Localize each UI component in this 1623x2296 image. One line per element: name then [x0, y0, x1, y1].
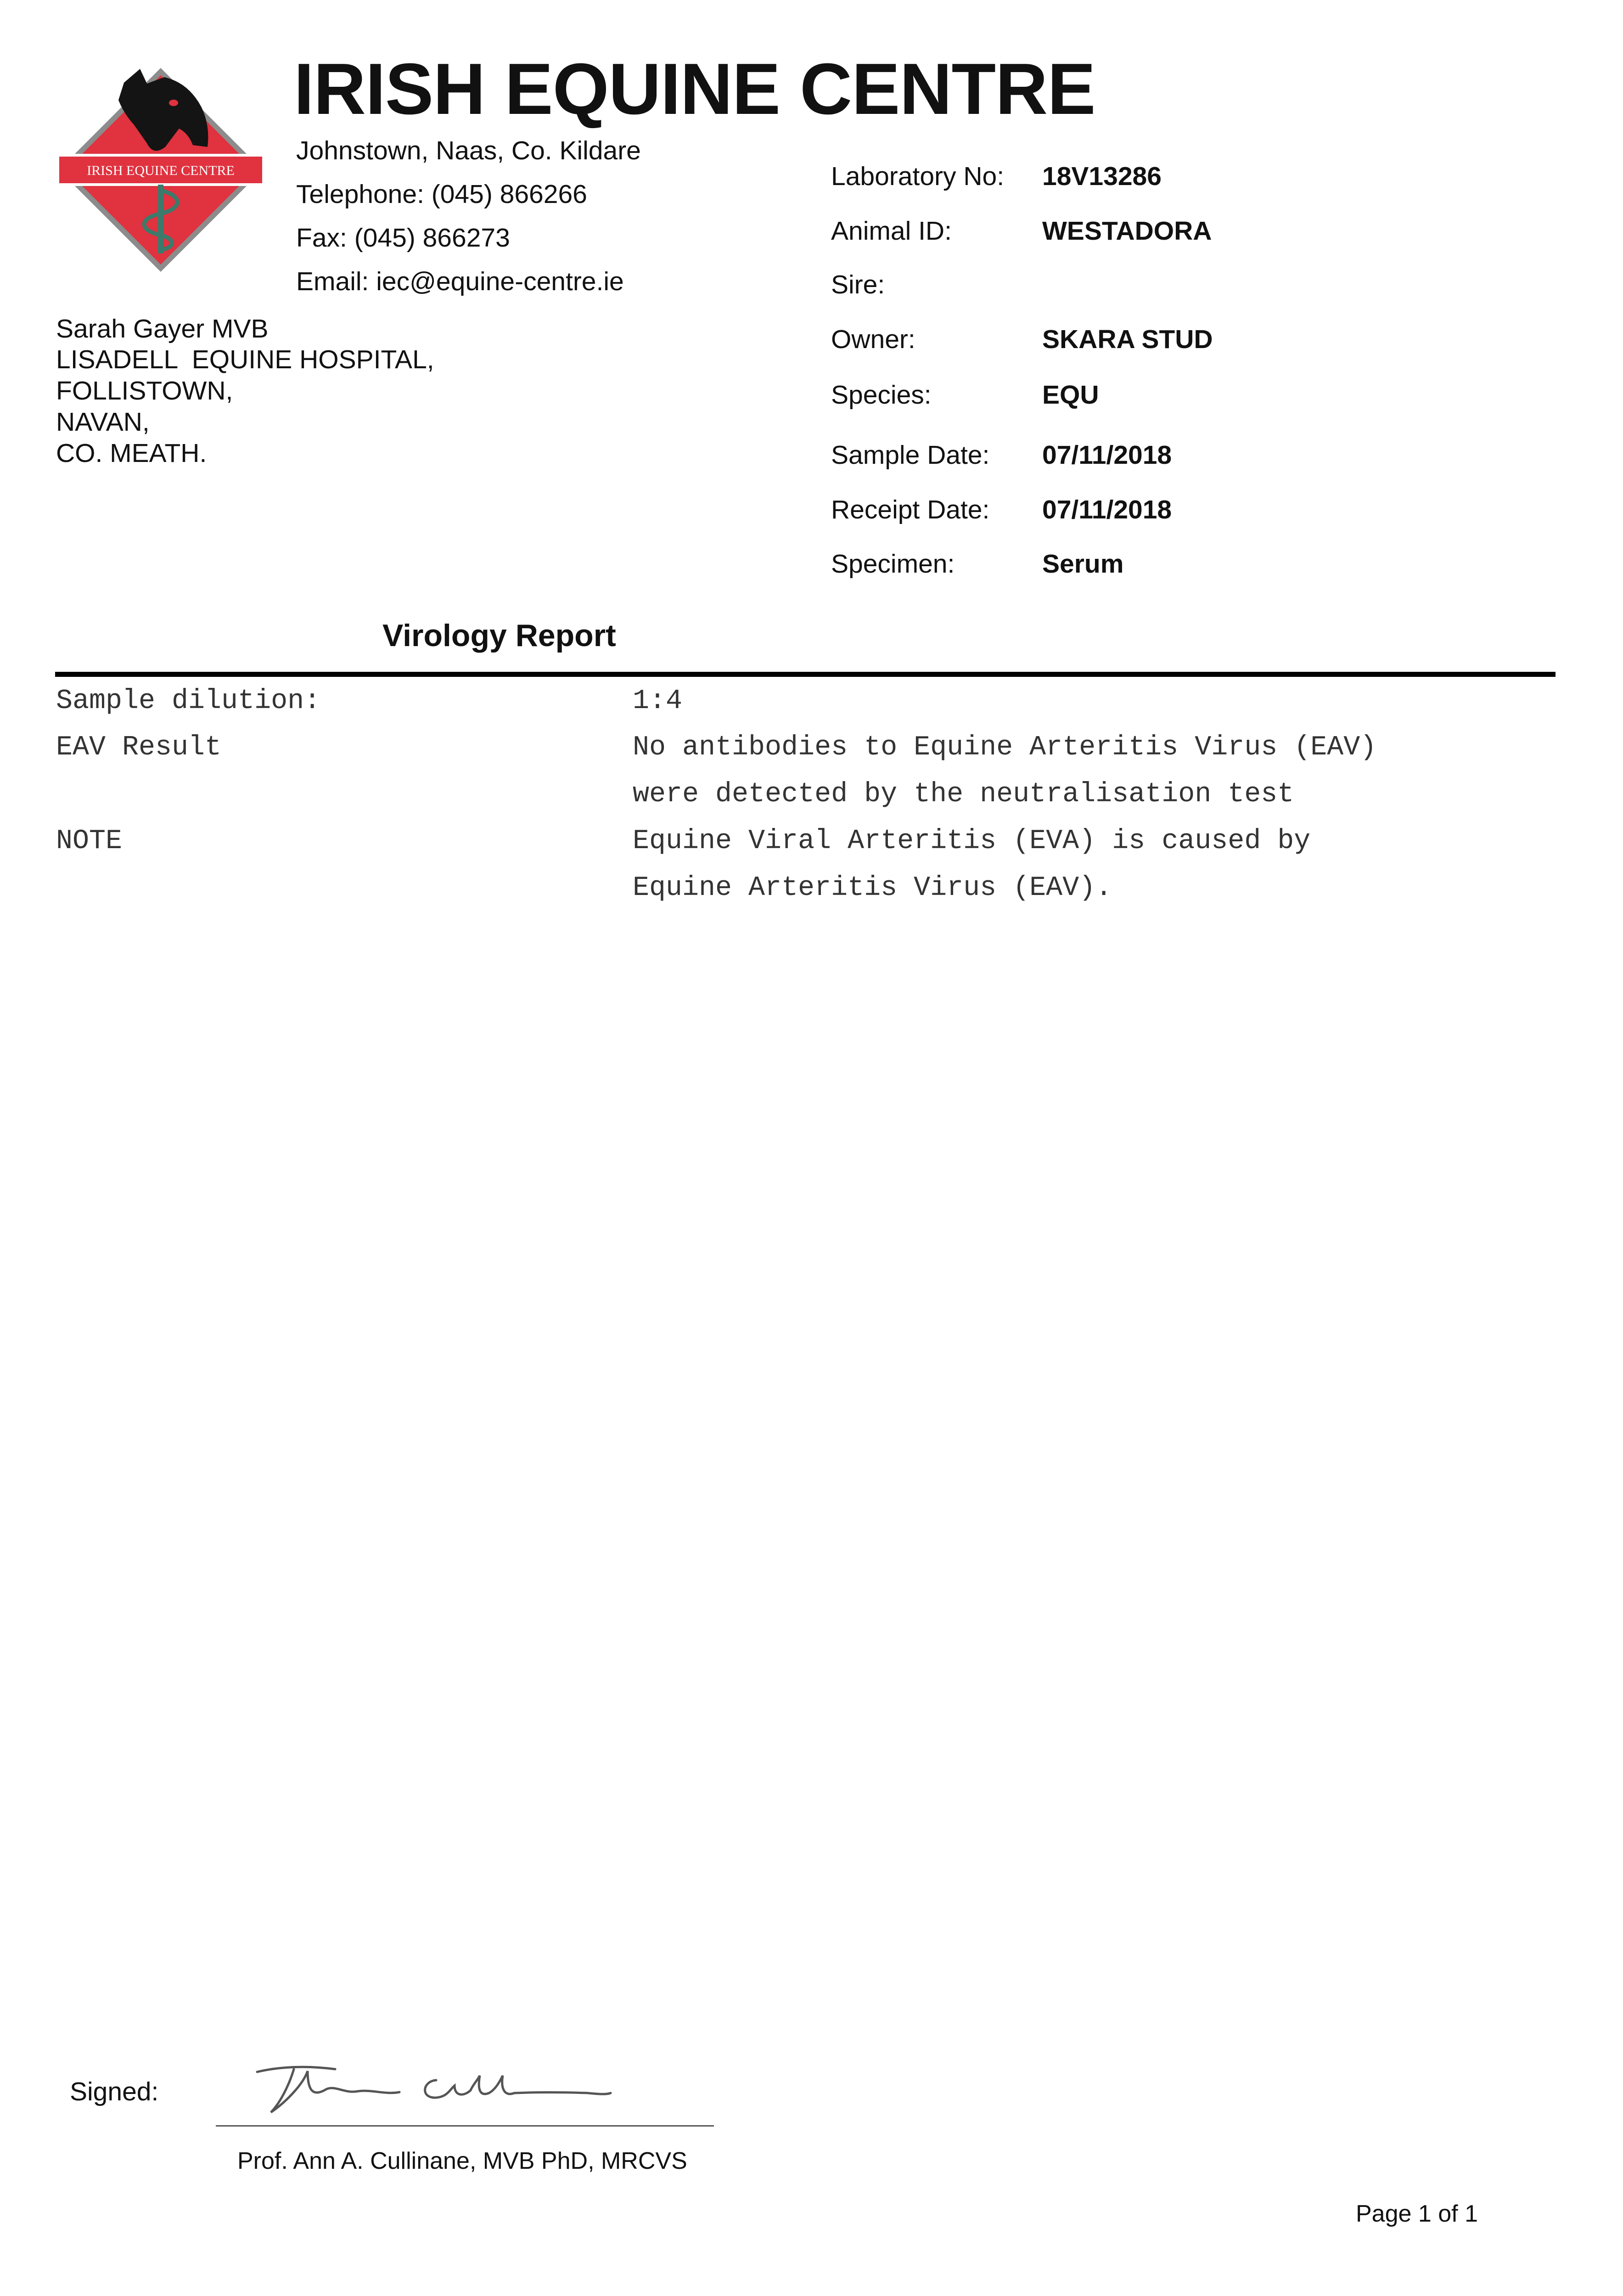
organization-telephone: Telephone: (045) 866266	[296, 180, 587, 209]
species-label: Species:	[831, 380, 932, 410]
note-line: Equine Viral Arteritis (EVA) is caused by	[633, 826, 1311, 857]
eav-result-line: No antibodies to Equine Arteritis Virus (EAV)	[633, 732, 1377, 763]
eav-result-label: EAV Result	[56, 732, 222, 763]
animal-id-label: Animal ID:	[831, 216, 952, 246]
organization-fax: Fax: (045) 866273	[296, 223, 510, 253]
signatory-name: Prof. Ann A. Cullinane, MVB PhD, MRCVS	[237, 2148, 687, 2174]
recipient-name: Sarah Gayer MVB	[56, 314, 269, 343]
animal-id-value: WESTADORA	[1042, 216, 1212, 246]
species-value: EQU	[1042, 380, 1099, 410]
lab-number-label: Laboratory No:	[831, 162, 1005, 191]
note-line: Equine Arteritis Virus (EAV).	[633, 872, 1112, 904]
organization-name: IRISH EQUINE CENTRE	[294, 49, 1095, 129]
signed-label: Signed:	[70, 2077, 159, 2106]
eav-result-line: were detected by the neutralisation test	[633, 779, 1294, 810]
page-number: Page 1 of 1	[1356, 2200, 1478, 2227]
recipient-hospital: LISADELL EQUINE HOSPITAL,	[56, 345, 434, 374]
receipt-date-label: Receipt Date:	[831, 495, 990, 524]
sample-date-label: Sample Date:	[831, 440, 990, 470]
recipient-address-line: NAVAN,	[56, 407, 150, 437]
note-label: NOTE	[56, 826, 123, 857]
owner-value: SKARA STUD	[1042, 325, 1213, 354]
specimen-label: Specimen:	[831, 549, 955, 579]
owner-label: Owner:	[831, 325, 915, 354]
handwritten-signature	[239, 2053, 643, 2122]
organization-email: Email: iec@equine-centre.ie	[296, 267, 624, 296]
logo-text: IRISH EQUINE CENTRE	[87, 163, 235, 178]
irish-equine-centre-logo	[55, 64, 266, 276]
report-divider	[55, 672, 1556, 677]
report-title: Virology Report	[382, 618, 616, 653]
dilution-label: Sample dilution:	[56, 686, 321, 717]
specimen-value: Serum	[1042, 549, 1124, 579]
lab-number-value: 18V13286	[1042, 162, 1162, 191]
recipient-address-line: CO. MEATH.	[56, 439, 207, 468]
sample-date-value: 07/11/2018	[1042, 440, 1172, 470]
organization-address: Johnstown, Naas, Co. Kildare	[296, 136, 641, 165]
signature-line	[216, 2125, 714, 2127]
dilution-value: 1:4	[633, 686, 683, 717]
receipt-date-value: 07/11/2018	[1042, 495, 1172, 524]
sire-label: Sire:	[831, 270, 885, 299]
recipient-address-line: FOLLISTOWN,	[56, 376, 233, 405]
